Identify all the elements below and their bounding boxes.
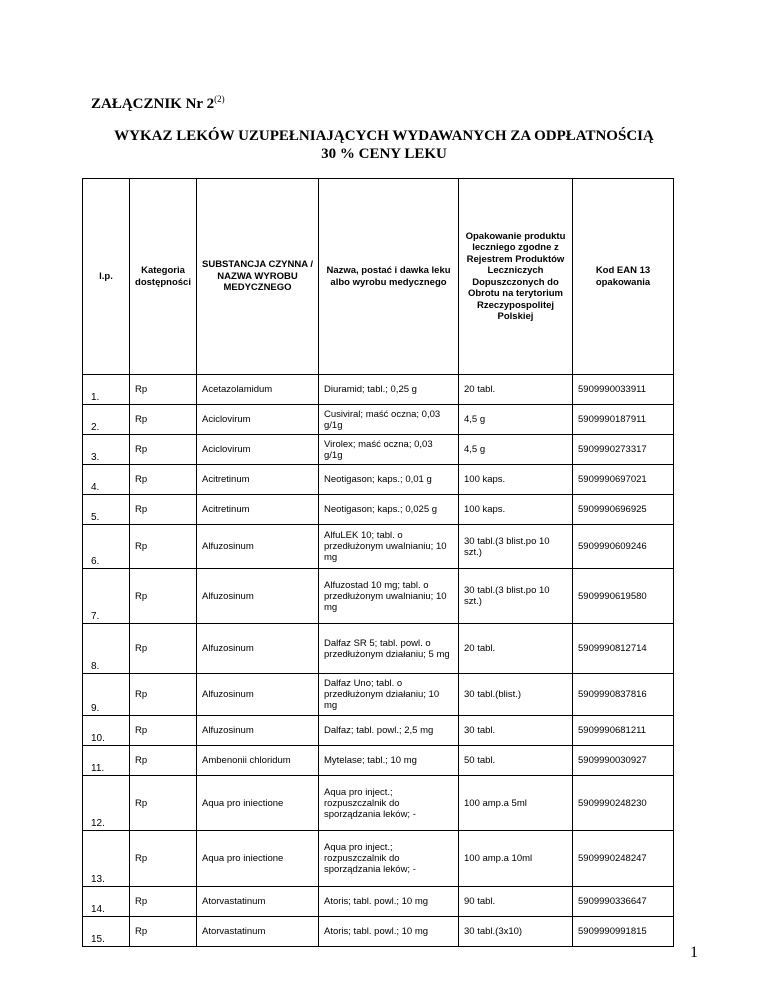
title-line-2: 30 % CENY LEKU xyxy=(321,146,447,162)
cell-ean: 5909990697021 xyxy=(573,465,674,495)
cell-ean: 5909990033911 xyxy=(573,375,674,405)
cell-ean: 5909990609246 xyxy=(573,525,674,569)
table-row xyxy=(83,435,674,465)
cell-ean: 5909990248247 xyxy=(573,831,674,887)
cell-ean: 5909990273317 xyxy=(573,435,674,465)
table-row xyxy=(83,674,674,716)
drug-list-table xyxy=(82,178,674,947)
cell-name: Aqua pro inject.; rozpuszczalnik do sporządzania leków; - xyxy=(319,776,459,831)
cell-lp: 11. xyxy=(83,746,130,776)
cell-substance: Acitretinum xyxy=(197,495,319,525)
cell-pack: 100 amp.a 10ml xyxy=(459,831,573,887)
cell-lp: 1. xyxy=(83,375,130,405)
cell-substance: Aciclovirum xyxy=(197,435,319,465)
annex-footnote: (2) xyxy=(214,94,225,104)
cell-pack: 30 tabl. xyxy=(459,716,573,746)
cell-substance: Alfuzosinum xyxy=(197,624,319,674)
cell-lp: 5. xyxy=(83,495,130,525)
cell-substance: Acetazolamidum xyxy=(197,375,319,405)
cell-category: Rp xyxy=(130,887,197,917)
cell-pack: 20 tabl. xyxy=(459,375,573,405)
cell-name: Mytelase; tabl.; 10 mg xyxy=(319,746,459,776)
cell-ean: 5909990030927 xyxy=(573,746,674,776)
cell-category: Rp xyxy=(130,525,197,569)
cell-substance: Atorvastatinum xyxy=(197,917,319,947)
cell-pack: 100 kaps. xyxy=(459,465,573,495)
cell-name: Atoris; tabl. powl.; 10 mg xyxy=(319,917,459,947)
cell-pack: 4,5 g xyxy=(459,405,573,435)
cell-substance: Aqua pro iniectione xyxy=(197,831,319,887)
cell-category: Rp xyxy=(130,776,197,831)
header-category: Kategoria dostępności xyxy=(130,179,197,375)
table-row xyxy=(83,525,674,569)
cell-pack: 30 tabl.(blist.) xyxy=(459,674,573,716)
table-row xyxy=(83,375,674,405)
cell-lp: 10. xyxy=(83,716,130,746)
header-ean: Kod EAN 13 opakowania xyxy=(573,179,674,375)
cell-name: Cusiviral; maść oczna; 0,03 g/1g xyxy=(319,405,459,435)
cell-lp: 6. xyxy=(83,525,130,569)
cell-category: Rp xyxy=(130,495,197,525)
cell-name: Atoris; tabl. powl.; 10 mg xyxy=(319,887,459,917)
cell-substance: Alfuzosinum xyxy=(197,716,319,746)
table-row xyxy=(83,624,674,674)
table-row xyxy=(83,405,674,435)
cell-name: Diuramid; tabl.; 0,25 g xyxy=(319,375,459,405)
cell-pack: 30 tabl.(3 blist.po 10 szt.) xyxy=(459,569,573,624)
table-row xyxy=(83,465,674,495)
cell-name: Aqua pro inject.; rozpuszczalnik do sporządzania leków; - xyxy=(319,831,459,887)
cell-substance: Ambenonii chloridum xyxy=(197,746,319,776)
document-title xyxy=(60,127,708,163)
cell-pack: 4,5 g xyxy=(459,435,573,465)
cell-pack: 30 tabl.(3 blist.po 10 szt.) xyxy=(459,525,573,569)
cell-pack: 100 kaps. xyxy=(459,495,573,525)
cell-ean: 5909990187911 xyxy=(573,405,674,435)
table-row xyxy=(83,887,674,917)
table-row xyxy=(83,831,674,887)
cell-category: Rp xyxy=(130,435,197,465)
table-row xyxy=(83,569,674,624)
header-lp: l.p. xyxy=(83,179,130,375)
cell-ean: 5909990619580 xyxy=(573,569,674,624)
cell-ean: 5909990336647 xyxy=(573,887,674,917)
table-row xyxy=(83,746,674,776)
header-name-form-dose: Nazwa, postać i dawka leku albo wyrobu medycznego xyxy=(319,179,459,375)
cell-lp: 15. xyxy=(83,917,130,947)
cell-ean: 5909990681211 xyxy=(573,716,674,746)
cell-lp: 9. xyxy=(83,674,130,716)
page-number: 1 xyxy=(690,944,698,961)
cell-category: Rp xyxy=(130,746,197,776)
annex-heading xyxy=(91,94,225,113)
cell-pack: 20 tabl. xyxy=(459,624,573,674)
cell-lp: 7. xyxy=(83,569,130,624)
cell-category: Rp xyxy=(130,569,197,624)
cell-category: Rp xyxy=(130,917,197,947)
table-row xyxy=(83,917,674,947)
cell-substance: Aciclovirum xyxy=(197,405,319,435)
cell-ean: 5909990991815 xyxy=(573,917,674,947)
cell-category: Rp xyxy=(130,624,197,674)
cell-pack: 100 amp.a 5ml xyxy=(459,776,573,831)
cell-name: Virolex; maść oczna; 0,03 g/1g xyxy=(319,435,459,465)
cell-pack: 50 tabl. xyxy=(459,746,573,776)
cell-ean: 5909990812714 xyxy=(573,624,674,674)
cell-name: Dalfaz SR 5; tabl. powl. o przedłużonym działaniu; 5 mg xyxy=(319,624,459,674)
cell-name: Dalfaz Uno; tabl. o przedłużonym działaniu; 10 mg xyxy=(319,674,459,716)
cell-substance: Alfuzosinum xyxy=(197,525,319,569)
cell-category: Rp xyxy=(130,716,197,746)
cell-name: Neotigason; kaps.; 0,01 g xyxy=(319,465,459,495)
header-substance: SUBSTANCJA CZYNNA / NAZWA WYROBU MEDYCZNEGO xyxy=(197,179,319,375)
cell-ean: 5909990248230 xyxy=(573,776,674,831)
table-row xyxy=(83,495,674,525)
cell-name: Dalfaz; tabl. powl.; 2,5 mg xyxy=(319,716,459,746)
cell-lp: 14. xyxy=(83,887,130,917)
header-packaging: Opakowanie produktu leczniego zgodne z Rejestrem Produktów Leczniczych Dopuszczonych do Obrotu na terytorium Rzeczypospolitej Polskiej xyxy=(459,179,573,375)
cell-pack: 90 tabl. xyxy=(459,887,573,917)
cell-lp: 4. xyxy=(83,465,130,495)
cell-substance: Atorvastatinum xyxy=(197,887,319,917)
cell-ean: 5909990837816 xyxy=(573,674,674,716)
cell-substance: Alfuzosinum xyxy=(197,674,319,716)
cell-category: Rp xyxy=(130,375,197,405)
cell-lp: 3. xyxy=(83,435,130,465)
table-row xyxy=(83,776,674,831)
cell-substance: Aqua pro iniectione xyxy=(197,776,319,831)
title-line-1: WYKAZ LEKÓW UZUPEŁNIAJĄCYCH WYDAWANYCH ZA ODPŁATNOŚCIĄ xyxy=(114,128,654,144)
cell-lp: 12. xyxy=(83,776,130,831)
cell-lp: 13. xyxy=(83,831,130,887)
cell-substance: Acitretinum xyxy=(197,465,319,495)
table-header-row xyxy=(83,179,674,375)
cell-pack: 30 tabl.(3x10) xyxy=(459,917,573,947)
cell-name: Neotigason; kaps.; 0,025 g xyxy=(319,495,459,525)
annex-label: ZAŁĄCZNIK Nr 2 xyxy=(91,96,215,112)
cell-lp: 2. xyxy=(83,405,130,435)
cell-category: Rp xyxy=(130,831,197,887)
table-row xyxy=(83,716,674,746)
cell-category: Rp xyxy=(130,674,197,716)
cell-category: Rp xyxy=(130,465,197,495)
cell-ean: 5909990696925 xyxy=(573,495,674,525)
cell-lp: 8. xyxy=(83,624,130,674)
cell-name: Alfuzostad 10 mg; tabl. o przedłużonym uwalnianiu; 10 mg xyxy=(319,569,459,624)
cell-name: AlfuLEK 10; tabl. o przedłużonym uwalnianiu; 10 mg xyxy=(319,525,459,569)
cell-category: Rp xyxy=(130,405,197,435)
cell-substance: Alfuzosinum xyxy=(197,569,319,624)
